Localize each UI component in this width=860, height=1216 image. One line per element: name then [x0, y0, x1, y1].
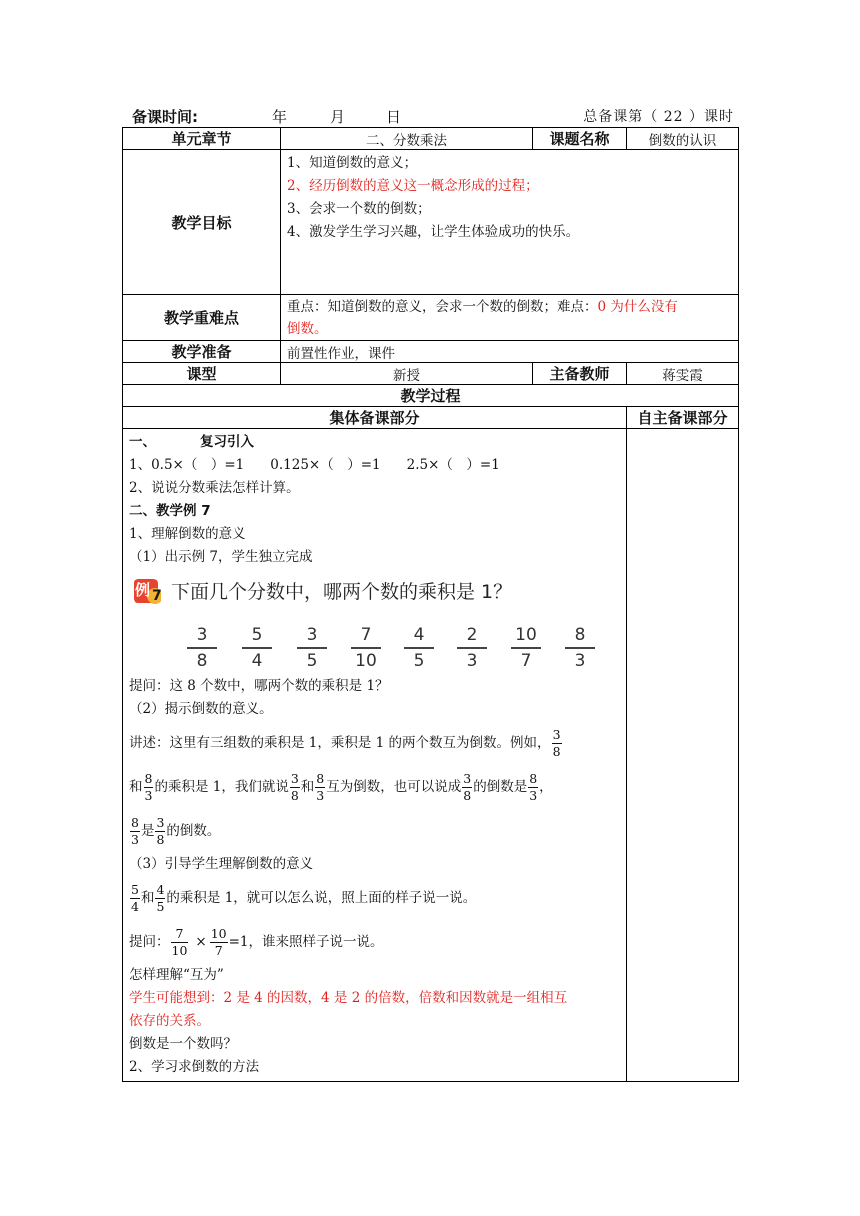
- explanation-text: 是: [140, 822, 155, 839]
- self-prep-content[interactable]: [627, 429, 739, 1082]
- explanation-text: 的乘积是 1，我们就说: [154, 778, 289, 795]
- goal-item: 1、知道倒数的意义；: [287, 155, 418, 171]
- process-title: 教学过程: [123, 385, 739, 407]
- key-points-label: 教学重难点: [123, 295, 281, 341]
- key-points-text: [281, 295, 739, 341]
- explanation-text: 互为倒数，也可以说成: [326, 778, 462, 795]
- process-columns-row: [123, 407, 739, 429]
- guide-text: 的乘积是 1，就可以怎么说，照上面的样子说一说。: [166, 889, 477, 906]
- section-number: 二、: [129, 503, 156, 519]
- goals-label: 教学目标: [123, 150, 281, 295]
- explanation-text: ，: [539, 778, 553, 795]
- example-fraction: 7 10: [351, 625, 381, 671]
- section-title: 教学例 7: [156, 503, 211, 519]
- fraction: $\frac{10}{7}$: [210, 925, 227, 958]
- topic-label: 课题名称: [533, 128, 627, 150]
- prep-value: 前置性作业，课件: [281, 341, 739, 363]
- example-fraction: 10 7: [511, 625, 541, 671]
- review-exercises: [129, 454, 620, 477]
- reciprocal-question: 倒数是一个数吗？: [129, 1036, 237, 1052]
- example-fraction: 5 4: [242, 625, 272, 671]
- explanation-line: [129, 721, 620, 765]
- explanation-text: 讲述：这里有三组数的乘积是 1，乘积是 1 的两个数互为倒数。例如，: [129, 734, 551, 751]
- student-answer: 学生可能想到：2 是 4 的因数，4 是 2 的倍数，倍数和因数就是一组相互: [129, 990, 568, 1006]
- group-prep-content: [123, 429, 627, 1082]
- section-number: 一、: [129, 434, 156, 450]
- example-badge-label: 例: [135, 581, 151, 599]
- process-title-row: [123, 385, 739, 407]
- section-example-heading: [129, 500, 620, 523]
- explanation-text: 和: [300, 778, 315, 795]
- fraction: $\frac{3}{8}$: [156, 814, 165, 847]
- goal-item: 2、经历倒数的意义这一概念形成的过程；: [287, 178, 539, 194]
- example-fraction: 3 8: [187, 625, 217, 671]
- type-row: [123, 363, 739, 385]
- group-prep-header: 集体备课部分: [123, 407, 627, 429]
- key-points-main: 重点：知道倒数的意义，会求一个数的倒数；难点：: [287, 298, 598, 315]
- section-review-heading: [129, 431, 620, 454]
- fraction: $\frac{3}{8}$: [463, 770, 472, 803]
- key-points-difficulty-cont: 倒数。: [287, 320, 328, 337]
- student-answer-cont: 依存的关系。: [129, 1013, 210, 1029]
- unit-label: 单元章节: [123, 128, 281, 150]
- key-points-row: [123, 295, 739, 341]
- type-value: 新授: [281, 363, 533, 385]
- explanation-line: [129, 809, 620, 853]
- total-lesson-count: 总备课第（ 22 ）课时: [583, 109, 734, 125]
- question-text: 提问：这 8 个数中，哪两个数的乘积是 1？: [129, 678, 389, 694]
- example-question: 下面几个分数中，哪两个数的乘积是 1？: [171, 581, 513, 603]
- guide-line: [129, 876, 620, 920]
- prep-label: 教学准备: [123, 341, 281, 363]
- ask-text: =1，谁来照样子说一说。: [228, 933, 384, 950]
- example-fraction: 3 5: [297, 625, 327, 671]
- topic-value: 倒数的认识: [627, 128, 739, 150]
- fraction: $\frac{8}{3}$: [316, 770, 325, 803]
- example-fraction: 2 3: [457, 625, 487, 671]
- fraction: $\frac{4}{5}$: [156, 881, 165, 914]
- goals-list: [281, 150, 739, 295]
- step-heading: 2、学习求倒数的方法: [129, 1059, 260, 1075]
- explanation-text: 的倒数是: [473, 778, 528, 795]
- review-question: 2、说说分数乘法怎样计算。: [129, 480, 300, 496]
- fraction: $\frac{3}{8}$: [290, 770, 299, 803]
- unit-row: [123, 128, 739, 150]
- goal-item: 3、会求一个数的倒数；: [287, 201, 431, 217]
- fraction: $\frac{3}{8}$: [552, 726, 561, 759]
- fraction: $\frac{8}{3}$: [131, 814, 139, 847]
- type-label: 课型: [123, 363, 281, 385]
- multiply-sign: ×: [195, 933, 207, 950]
- month-label: 月: [330, 108, 346, 126]
- review-item: 0.125×（ ）=1: [270, 457, 381, 473]
- key-points-difficulty: 0 为什么没有: [597, 298, 678, 315]
- ask-text: 提问：: [129, 933, 170, 950]
- teacher-value: 蒋雯霞: [627, 363, 739, 385]
- step-sub-heading: （3）引导学生理解倒数的意义: [129, 856, 314, 872]
- prep-row: [123, 341, 739, 363]
- year-label: 年: [272, 108, 288, 126]
- process-content-row: [123, 429, 739, 1082]
- review-item: 1、0.5×（ ）=1: [129, 457, 245, 473]
- unit-value: 二、分数乘法: [281, 128, 533, 150]
- explanation-text: 和: [129, 778, 143, 795]
- understand-question: 怎样理解“互为”: [129, 967, 224, 983]
- ask-line: [129, 920, 620, 964]
- review-item: 2.5×（ ）=1: [406, 457, 500, 473]
- section-title: 复习引入: [200, 434, 254, 450]
- fraction: $\frac{8}{3}$: [144, 770, 153, 803]
- goal-item: 4、激发学生学习兴趣，让学生体验成功的快乐。: [287, 224, 580, 240]
- prep-time-label: 备课时间:: [132, 108, 198, 126]
- self-prep-header: 自主备课部分: [627, 407, 739, 429]
- fraction: $\frac{8}{3}$: [529, 770, 538, 803]
- example-7-figure: [129, 575, 620, 671]
- fraction: $\frac{7}{10}$: [171, 925, 188, 958]
- goals-row: [123, 150, 739, 295]
- step-heading: 1、理解倒数的意义: [129, 526, 246, 542]
- teacher-label: 主备教师: [533, 363, 627, 385]
- example-fraction: 4 5: [404, 625, 434, 671]
- example-badge-number: 7: [152, 588, 162, 604]
- explanation-text: 的倒数。: [166, 822, 221, 839]
- step-sub-heading: （2）揭示倒数的意义。: [129, 701, 273, 717]
- step-sub-heading: （1）出示例 7，学生独立完成: [129, 549, 313, 565]
- lesson-header: [124, 104, 738, 126]
- example-fraction: 8 3: [565, 625, 595, 671]
- lesson-plan-table: [122, 127, 739, 1082]
- explanation-line: [129, 765, 620, 809]
- day-label: 日: [386, 108, 402, 126]
- fraction: $\frac{5}{4}$: [131, 881, 139, 914]
- guide-text: 和: [140, 889, 155, 906]
